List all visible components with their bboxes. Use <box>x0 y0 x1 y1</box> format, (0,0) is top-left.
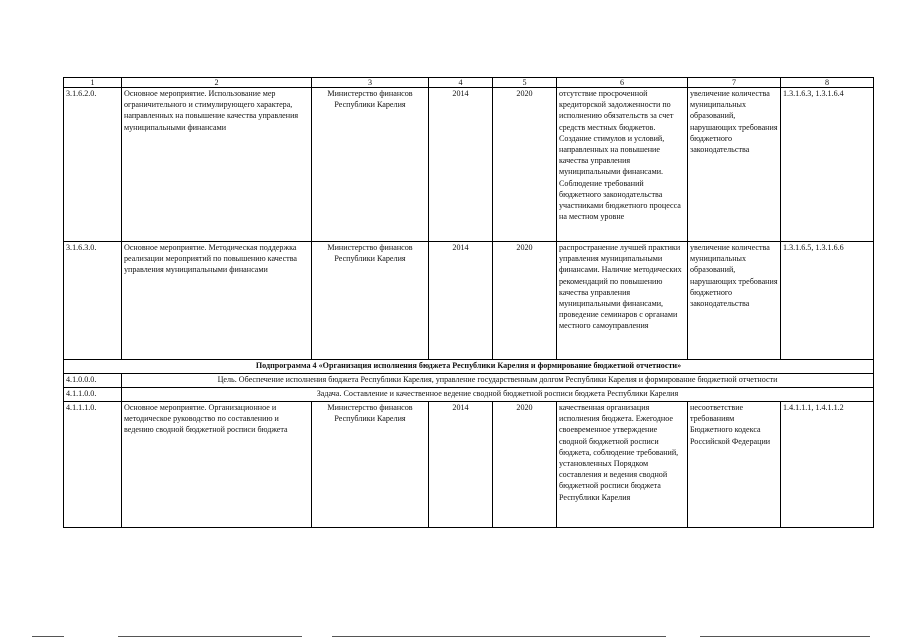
end-year: 2020 <box>493 402 557 528</box>
subprogram-row <box>64 360 874 374</box>
goal-text: Цель. Обеспечение исполнения бюджета Республики Карелия, управление государственным долгом Республики Карелия и формирование бюджетной отчетности <box>122 374 874 388</box>
column-number: 4 <box>429 78 493 88</box>
row-code: 3.1.6.2.0. <box>64 88 122 242</box>
row-code: 3.1.6.3.0. <box>64 242 122 360</box>
start-year: 2014 <box>429 402 493 528</box>
consequences: увеличение количества муниципальных образований, нарушающих требования бюджетного законодательства <box>688 88 781 242</box>
scan-artifact-line <box>700 636 870 637</box>
start-year: 2014 <box>429 242 493 360</box>
activity-name: Основное мероприятие. Организационное и методическое руководство по составлению и ведению сводной бюджетной росписи бюджета <box>122 402 312 528</box>
end-year: 2020 <box>493 242 557 360</box>
task-row <box>64 388 874 402</box>
goal-row <box>64 374 874 388</box>
column-number: 6 <box>557 78 688 88</box>
column-number: 5 <box>493 78 557 88</box>
executor: Министерство финансов Республики Карелия <box>312 242 429 360</box>
expected-result: распространение лучшей практики управления муниципальными финансами. Наличие методических рекомендаций по повышению качества управления муниципальными финансами, проведение семинаров с органами местного самоуправления <box>557 242 688 360</box>
column-number-row <box>64 78 874 88</box>
scan-artifact-line <box>118 636 302 637</box>
table-row <box>64 242 874 360</box>
column-number: 7 <box>688 78 781 88</box>
scan-artifact-line <box>32 636 64 637</box>
indicator-link: 1.3.1.6.3, 1.3.1.6.4 <box>781 88 874 242</box>
column-number: 1 <box>64 78 122 88</box>
expected-result: отсутствие просроченной кредиторской задолженности по исполнению обязательств за счет средств местных бюджетов. Создание стимулов и условий, направленных на повышение качества управления муниципальными финансами. Соблюдение требований бюджетного законодательства участниками бюджетного процесса на местном уровне <box>557 88 688 242</box>
indicator-link: 1.3.1.6.5, 1.3.1.6.6 <box>781 242 874 360</box>
task-code: 4.1.1.0.0. <box>64 388 122 402</box>
subprogram-title: Подпрограмма 4 «Организация исполнения бюджета Республики Карелия и формирование бюджетной отчетности» <box>64 360 874 374</box>
goal-code: 4.1.0.0.0. <box>64 374 122 388</box>
task-text: Задача. Составление и качественное ведение сводной бюджетной росписи бюджета Республики Карелия <box>122 388 874 402</box>
row-code: 4.1.1.1.0. <box>64 402 122 528</box>
executor: Министерство финансов Республики Карелия <box>312 88 429 242</box>
expected-result: качественная организация исполнения бюджета. Ежегодное своевременное утверждение сводной бюджетной росписи бюджета, соблюдение требований, установленных Порядком составления и ведения сводной бюджетной росписи бюджета Республики Карелия <box>557 402 688 528</box>
column-number: 2 <box>122 78 312 88</box>
table-row <box>64 402 874 528</box>
executor: Министерство финансов Республики Карелия <box>312 402 429 528</box>
column-number: 8 <box>781 78 874 88</box>
consequences: увеличение количества муниципальных образований, нарушающих требования бюджетного законодательства <box>688 242 781 360</box>
program-activities-table <box>63 77 874 528</box>
activity-name: Основное мероприятие. Методическая поддержка реализации мероприятий по повышению качества управления муниципальными финансами <box>122 242 312 360</box>
end-year: 2020 <box>493 88 557 242</box>
consequences: несоответствие требованиям Бюджетного кодекса Российской Федерации <box>688 402 781 528</box>
activity-name: Основное мероприятие. Использование мер ограничительного и стимулирующего характера, направленных на повышение качества управления муниципальными финансами <box>122 88 312 242</box>
start-year: 2014 <box>429 88 493 242</box>
indicator-link: 1.4.1.1.1, 1.4.1.1.2 <box>781 402 874 528</box>
scan-artifact-line <box>332 636 666 637</box>
table-row <box>64 88 874 242</box>
column-number: 3 <box>312 78 429 88</box>
